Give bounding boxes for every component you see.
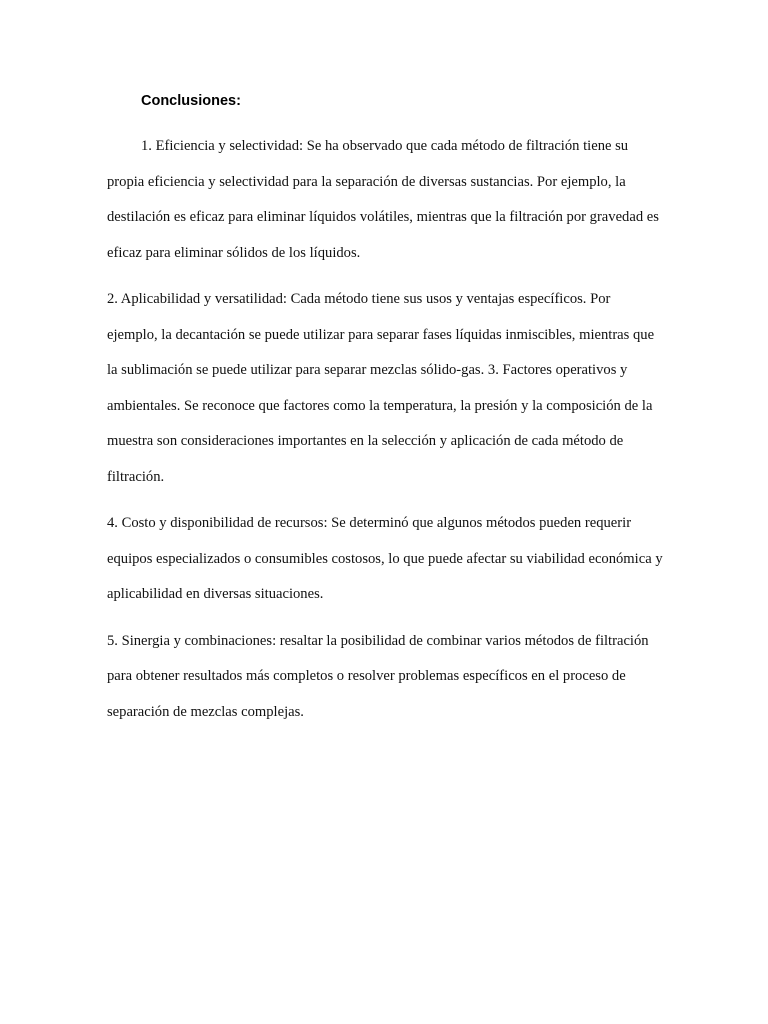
document-body [107,129,663,741]
paragraph-synergy: 5. Sinergia y combinaciones: resaltar la posibilidad de combinar varios métodos de filtración para obtener resultados más completos o resolver problemas específicos en el proceso de separación de mezclas complejas. [107,632,649,720]
paragraph-cost: 4. Costo y disponibilidad de recursos: Se determinó que algunos métodos pueden requerir equipos especializados o consumibles costosos, lo que puede afectar su viabilidad económica y aplicabilidad en diversas situaciones. [107,515,663,603]
page-title: Conclusiones: [141,93,241,109]
paragraph-efficiency: 1. Eficiencia y selectividad: Se ha observado que cada método de filtración tiene su propia eficiencia y selectividad para la separación de diversas sustancias. Por ejemplo, la destilación es eficaz para eliminar líquidos volátiles, mientras que la filtración por gravedad es eficaz para eliminar sólidos de los líquidos. [107,138,659,261]
paragraph-applicability: 2. Aplicabilidad y versatilidad: Cada método tiene sus usos y ventajas específicos. Por ejemplo, la decantación se puede utilizar para separar fases líquidas inmiscibles, mientras que la sublimación se puede utilizar para separar mezclas sólido-gas. 3. Factores operativos y ambientales. Se reconoce que factores como la temperatura, la presión y la composición de la muestra son consideraciones importantes en la selección y aplicación de cada método de filtración. [107,290,655,485]
